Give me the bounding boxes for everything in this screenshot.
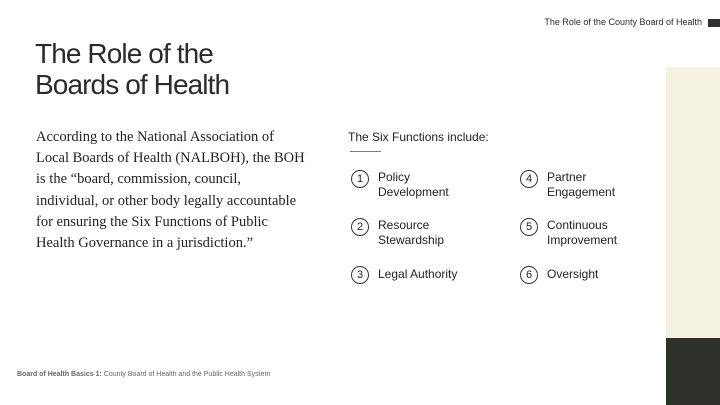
side-accent-panel <box>666 67 720 338</box>
function-item-4 <box>520 170 657 199</box>
definition-paragraph: According to the National Association of Local Boards of Health (NALBOH), the BOH is the “board, commission, council, individual, or other body legally accountable for ensuring the Six Functions of Public Health Governance in a jurisdiction.” <box>36 129 305 252</box>
function-item-6 <box>520 266 657 284</box>
function-label: Policy Development <box>378 170 449 199</box>
function-label: Partner Engagement <box>547 170 616 199</box>
number-badge: 3 <box>351 266 369 284</box>
header-accent-bar <box>708 19 720 27</box>
function-label: Oversight <box>547 267 599 281</box>
number-badge: 4 <box>520 170 538 188</box>
heading-divider <box>350 151 381 152</box>
function-label: Legal Authority <box>378 267 458 281</box>
footer <box>17 371 270 378</box>
function-item-5 <box>520 218 657 247</box>
number-badge: 1 <box>351 170 369 188</box>
function-item-2 <box>351 218 488 247</box>
number-badge: 5 <box>520 218 538 236</box>
function-item-1 <box>351 170 488 199</box>
number-badge: 6 <box>520 266 538 284</box>
functions-heading: The Six Functions include: <box>348 130 489 144</box>
footer-series-title: Board of Health Basics 1: <box>17 371 102 378</box>
header-title: The Role of the County Board of Health <box>544 17 702 27</box>
number-badge: 2 <box>351 218 369 236</box>
side-accent-dark-block <box>666 338 720 405</box>
footer-subtitle: County Board of Health and the Public Health System <box>101 371 271 378</box>
page-title-line-1: The Role of the <box>35 38 213 69</box>
page-title <box>35 38 229 100</box>
page-title-line-2: Boards of Health <box>35 69 230 100</box>
function-label: Continuous Improvement <box>547 218 618 247</box>
function-item-3 <box>351 266 488 284</box>
function-label: Resource Stewardship <box>378 218 445 247</box>
